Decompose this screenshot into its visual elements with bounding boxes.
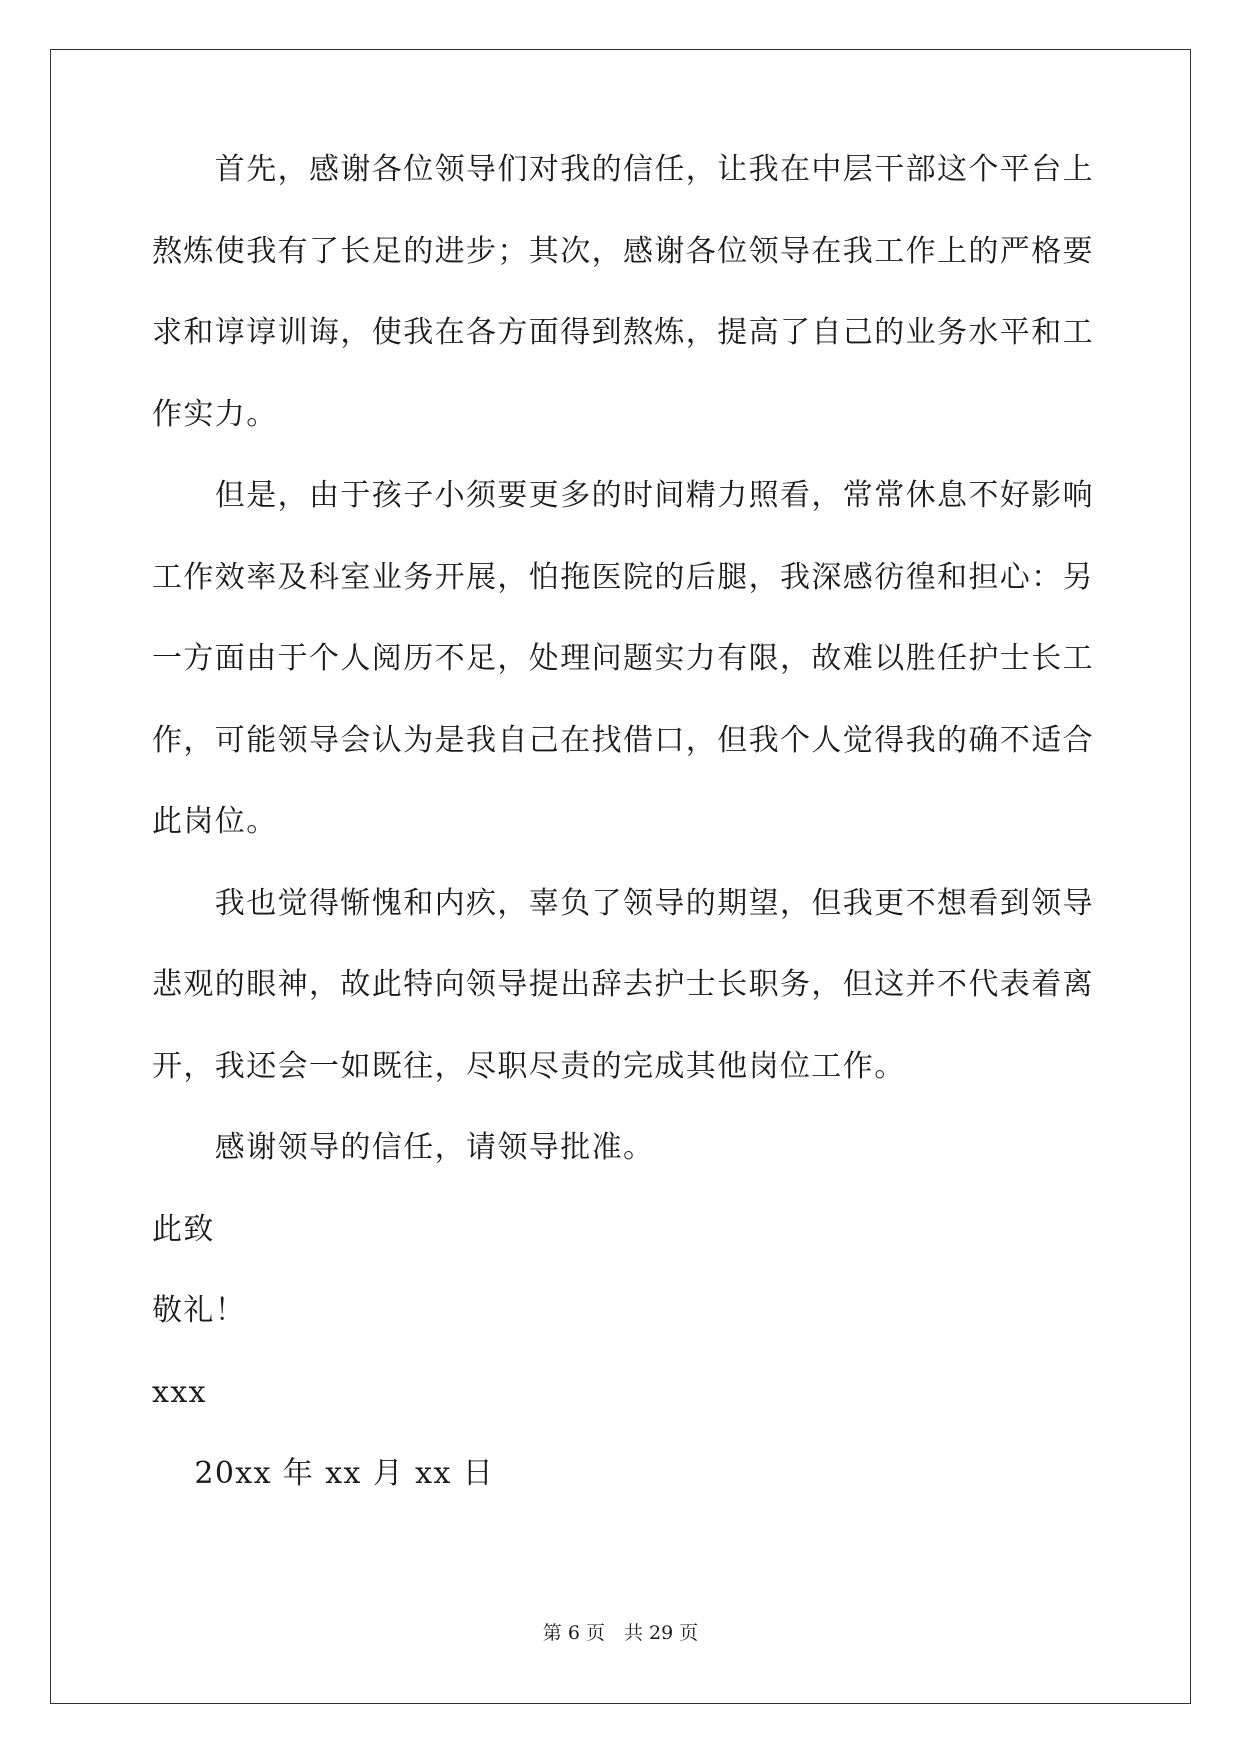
page-number-footer: 第 6 页 共 29 页	[542, 1622, 699, 1644]
salutation-line: 敬礼！	[152, 1293, 247, 1328]
body-line: 但是，由于孩子小须要更多的时间精力照看，常常休息不好影响	[152, 478, 1094, 513]
letter-body	[152, 129, 1094, 1515]
signature-date: 20xx 年 xx 月 xx 日	[152, 1456, 495, 1491]
body-line: 感谢领导的信任，请领导批准。	[152, 1130, 655, 1165]
body-line: 一方面由于个人阅历不足，处理问题实力有限，故难以胜任护士长工	[152, 641, 1094, 676]
body-line: 我也觉得惭愧和内疚，辜负了领导的期望，但我更不想看到领导	[152, 885, 1094, 921]
signature-name: xxx	[152, 1374, 207, 1410]
body-line: 此岗位。	[152, 804, 278, 839]
body-line: 开，我还会一如既往，尽职尽责的完成其他岗位工作。	[152, 1048, 906, 1084]
body-line: 作实力。	[152, 396, 278, 432]
body-line: 熬炼使我有了长足的进步；其次，感谢各位领导在我工作上的严格要	[152, 233, 1094, 269]
body-line: 求和谆谆训诲，使我在各方面得到熬炼，提高了自己的业务水平和工	[152, 315, 1094, 350]
salutation-line: 此致	[152, 1211, 215, 1247]
body-line: 悲观的眼神，故此特向领导提出辞去护士长职务，但这并不代表着离	[152, 967, 1094, 1002]
body-line: 作，可能领导会认为是我自己在找借口，但我个人觉得我的确不适合	[152, 722, 1094, 758]
body-line: 首先，感谢各位领导们对我的信任，让我在中层干部这个平台上	[152, 152, 1094, 187]
body-line: 工作效率及科室业务开展，怕拖医院的后腿，我深感彷徨和担心：另	[152, 559, 1094, 595]
